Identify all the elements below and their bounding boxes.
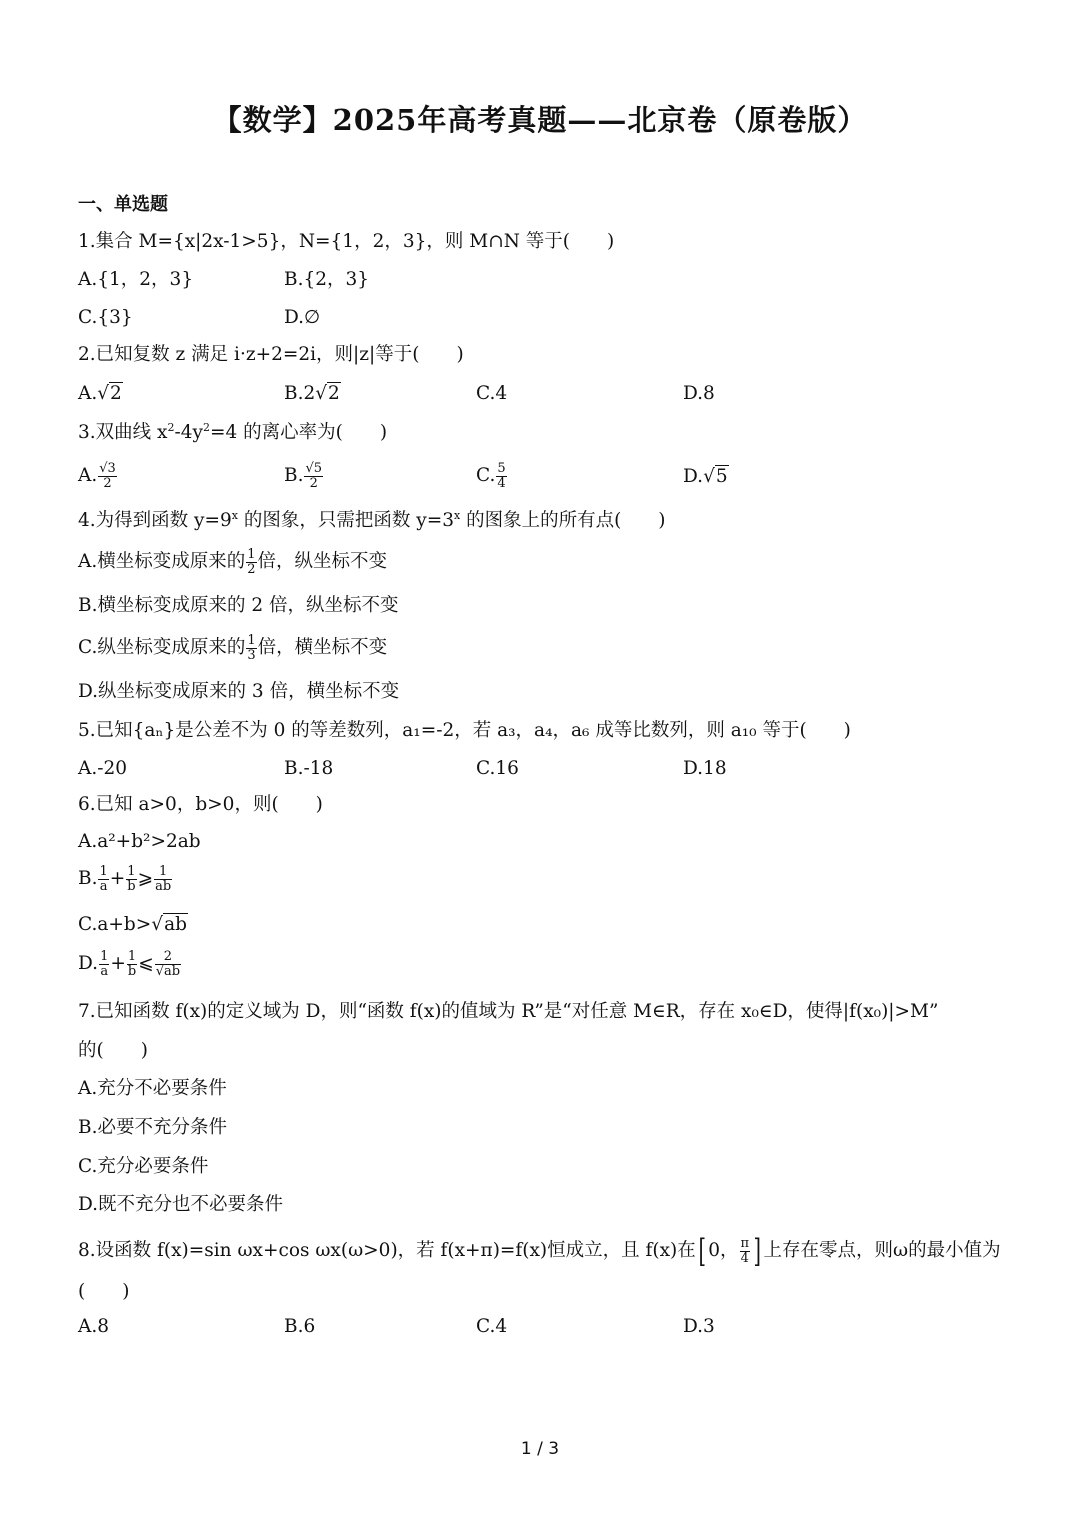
question-5-stem: 5.已知{aₙ}是公差不为 0 的等差数列，a₁=-2，若 a₃，a₄，a₆ 成等比数列，则 a₁₀ 等于( ): [78, 720, 851, 741]
q7-option-b: B.必要不充分条件: [78, 1117, 227, 1138]
q7-option-c: C.充分必要条件: [78, 1156, 209, 1177]
q1-option-d: D.∅: [284, 307, 321, 328]
q1-option-c: C.{3}: [78, 307, 133, 328]
q2-option-d: D.8: [683, 383, 715, 404]
q5-option-c: C.16: [476, 758, 519, 779]
question-8-stem-cont: ( ): [78, 1281, 130, 1302]
q4-option-c: C.纵坐标变成原来的 $\frac{1}{3}$ 倍，横坐标不变: [78, 633, 388, 663]
question-4-stem: 4.为得到函数 $y=9^x$ 的图象，只需把函数 $y=3^x$ 的图象上的所有点( ): [78, 509, 666, 532]
q2-option-b: B.2√2: [284, 383, 340, 404]
q7-option-d: D.既不充分也不必要条件: [78, 1194, 284, 1215]
q8-option-a: A.8: [78, 1316, 110, 1337]
question-8-stem: 8.设函数 f(x)=sin ωx+cos ωx(ω>0)，若 f(x+π)=f(x)恒成立，且 f(x)在[ 0， $\frac{\pi}{4}$ ] 上存在零点，则ω的最小值为: [78, 1232, 1001, 1270]
question-7-stem: 7.已知函数 f(x)的定义域为 D，则“函数 f(x)的值域为 R”是“对任意 M∈R，存在 x₀∈D，使得|f(x₀)|>M”: [78, 1001, 939, 1022]
q1-option-b: B.{2，3}: [284, 269, 370, 290]
question-3-stem: 3.双曲线 $x^2-4y^2=4$ 的离心率为( ): [78, 421, 388, 444]
q6-option-b: B. $\frac{1}{a}$ + $\frac{1}{b}$ ⩾ $\frac{1}{ab}$: [78, 864, 172, 894]
question-7-stem-cont: 的( ): [78, 1040, 148, 1061]
q3-option-d: D.√5: [683, 466, 728, 487]
q4-option-b: B.横坐标变成原来的 2 倍，纵坐标不变: [78, 595, 399, 616]
q1-option-a: A.{1，2，3}: [78, 269, 194, 290]
question-6-stem: 6.已知 a>0，b>0，则( ): [78, 794, 323, 815]
question-2-stem: 2.已知复数 z 满足 i·z+2=2i，则|z|等于( ): [78, 344, 464, 365]
q4-option-d: D.纵坐标变成原来的 3 倍，横坐标不变: [78, 681, 400, 702]
q7-option-a: A.充分不必要条件: [78, 1078, 227, 1099]
q4-option-a: A.横坐标变成原来的 $\frac{1}{2}$ 倍，纵坐标不变: [78, 547, 388, 577]
q3-option-b: B. $\frac{√5}{2}$: [284, 461, 323, 491]
question-1-stem: 1.集合 M={x|2x-1>5}，N={1，2，3}，则 M∩N 等于( ): [78, 231, 615, 252]
section-heading: 一、单选题: [78, 194, 168, 215]
q6-option-d: D. $\frac{1}{a}$ + $\frac{1}{b}$ ⩽ $\frac{2}{√ab}$: [78, 949, 181, 979]
q5-option-a: A.-20: [78, 758, 128, 779]
q5-option-b: B.-18: [284, 758, 334, 779]
q3-option-a: A. $\frac{√3}{2}$: [78, 461, 116, 491]
q2-option-a: A.√2: [78, 383, 122, 404]
q6-option-a: A.a²+b²>2ab: [78, 831, 201, 852]
q8-option-d: D.3: [683, 1316, 715, 1337]
q8-option-b: B.6: [284, 1316, 316, 1337]
q3-option-c: C. $\frac{5}{4}$: [476, 461, 506, 491]
q2-option-c: C.4: [476, 383, 508, 404]
page-title: 【数学】2025年高考真题——北京卷（原卷版）: [212, 103, 868, 137]
q5-option-d: D.18: [683, 758, 727, 779]
q6-option-c: C.a+b>√ab: [78, 914, 187, 935]
page-number: 1 / 3: [520, 1439, 560, 1459]
q8-option-c: C.4: [476, 1316, 508, 1337]
